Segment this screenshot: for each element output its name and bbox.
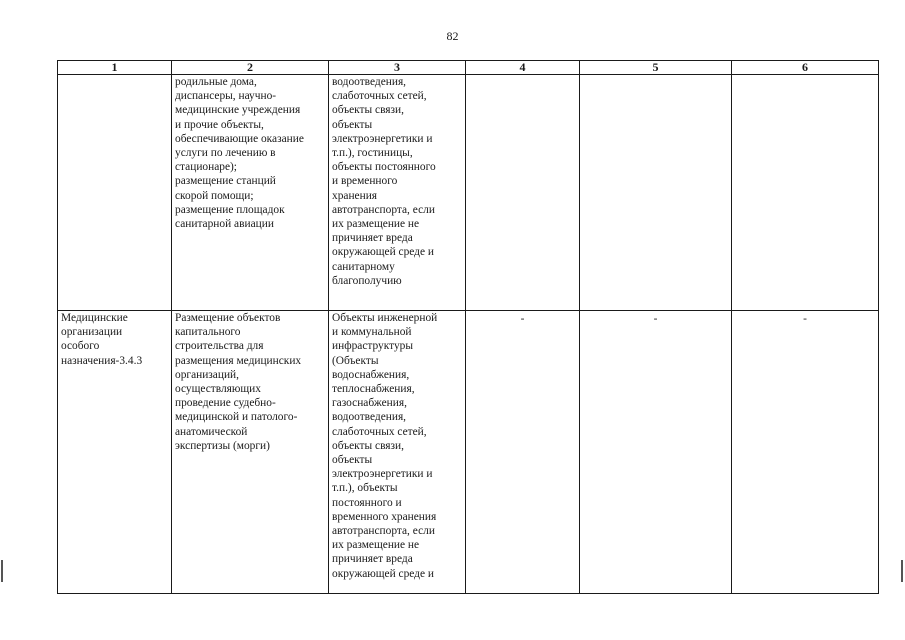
column-header-4: 4 [466,61,580,75]
column-header-2: 2 [172,61,329,75]
table-header-row [58,61,879,75]
table-row [58,75,879,311]
column-header-3: 3 [329,61,466,75]
cell-text: - [803,313,807,325]
column-header-6: 6 [732,61,879,75]
table-row [58,311,879,594]
cell-col4 [466,311,580,594]
column-header-5: 5 [580,61,732,75]
cell-col5 [580,311,732,594]
scan-edge-mark-right [901,560,903,582]
cell-text: Объекты инженерной и коммунальной инфраструктуры (Объекты водоснабжения, теплоснабжения, газоснабжения, водоотведения, слаботочных сетей, объекты связи, объекты электроэнергетики и т.п.), объекты постоянного и временного хранения автотранспорта, если их размещение не причиняет вреда окружающей среде и [332,312,438,580]
cell-text: водоотведения, слаботочных сетей, объекты связи, объекты электроэнергетики и т.п.), гостиницы, объекты постоянного и временного хранения автотранспорта, если их размещение не причиняет вреда окружающей среде и санитарному благополучию [332,76,436,287]
cell-land-use-name [58,75,172,311]
cell-col4 [466,75,580,311]
page-number: 82 [446,29,459,43]
cell-permitted-objects [329,311,466,594]
cell-description [172,75,329,311]
cell-text: родильные дома, диспансеры, научно- медицинские учреждения и прочие объекты, обеспечивающие оказание услуги по лечению в стационаре); размещение станций скорой помощи; размещение площадок санитарной авиации [175,76,304,231]
cell-description [172,311,329,594]
cell-land-use-name [58,311,172,594]
cell-col5 [580,75,732,311]
scan-edge-mark-left [1,560,3,582]
cell-permitted-objects [329,75,466,311]
land-use-table [57,60,879,594]
cell-text: Медицинские организации особого назначения-3.4.3 [61,312,143,367]
cell-text: - [520,313,525,325]
cell-col6 [732,311,879,594]
cell-text: - [653,313,658,325]
cell-col6 [732,75,879,311]
column-header-1: 1 [58,61,172,75]
cell-text: Размещение объектов капитального строительства для размещения медицинских организаций, осуществляющих проведение судебно- медицинской и патолого- анатомической экспертизы (морги) [175,312,302,452]
